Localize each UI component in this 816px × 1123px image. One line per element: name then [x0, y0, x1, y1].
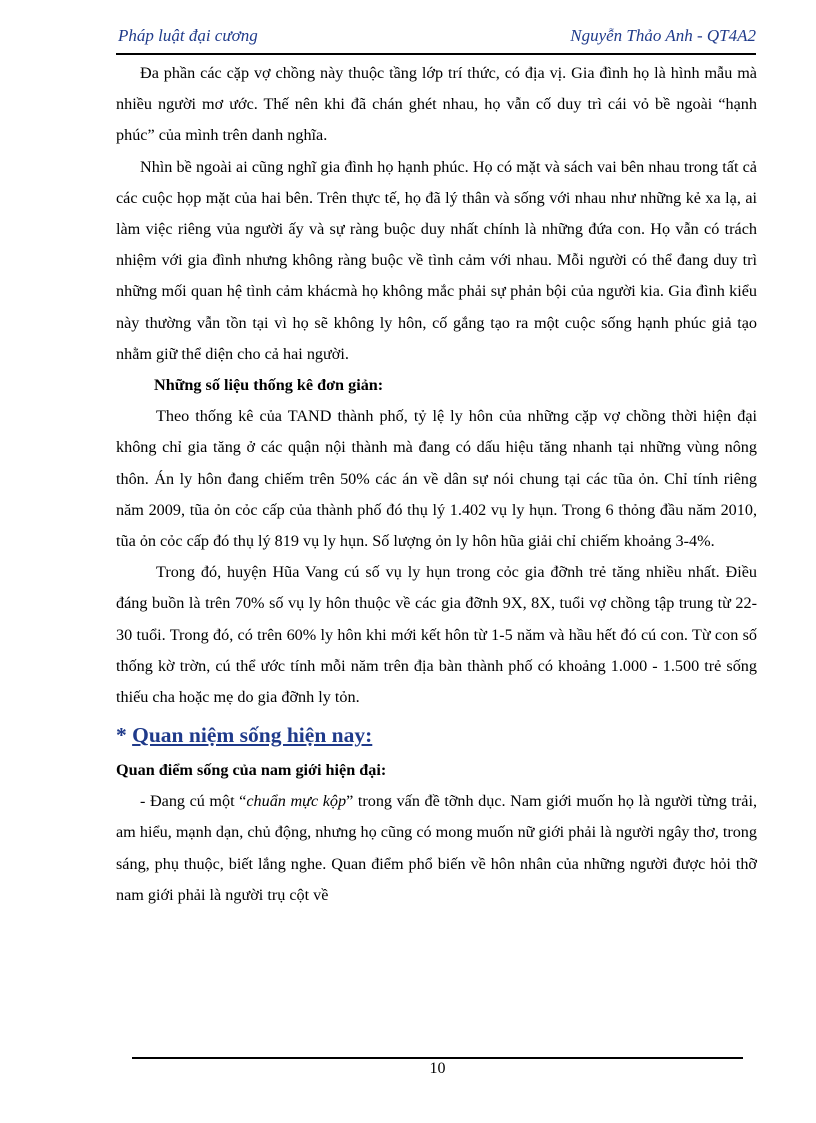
paragraph-5: [116, 786, 757, 911]
paragraph-4: Trong đó, huyện Hũa Vang cú số vụ ly hụn trong cỏc gia đỡnh trẻ tăng nhiều nhất. Điều đáng buồn là trên 70% số vụ ly hôn thuộc về các gia đỡnh 9X, 8X, tuổi vợ chồng tập trung từ 22-30 tuổi. Trong đó, có trên 60% ly hôn khi mới kết hôn từ 1-5 năm và hầu hết đó cú con. Từ con số thống kờ trờn, cú thể ước tính mỗi năm trên địa bàn thành phố có khoảng 1.000 - 1.500 trẻ sống thiếu cha hoặc mẹ do gia đỡnh ly tỏn.: [116, 563, 757, 707]
paragraph-5-start: - Đang cú một “: [140, 792, 247, 811]
section-title: [116, 716, 757, 754]
header-divider: [116, 53, 756, 55]
footer-divider: [132, 1057, 743, 1059]
header-course-title: Pháp luật đại cương: [118, 26, 258, 45]
paragraph-5-end: ” trong vấn đề tỡnh dục. Nam giới muốn họ là người từng trải, am hiểu, mạnh dạn, chủ động, nhưng họ cũng có mong muốn nữ giới phải là người ngây thơ, trong sáng, phụ thuộc, biết lắng nghe. Quan điểm phổ biến về hôn nhân của những người được hỏi thỡ nam giới phải là người trụ cột về: [116, 792, 757, 904]
section-bullet: *: [116, 723, 133, 748]
paragraph-1: Đa phần các cặp vợ chồng này thuộc tầng lớp trí thức, có địa vị. Gia đình họ là hình mẫu mà nhiều người mơ ước. Thế nên khi đã chán ghét nhau, họ vẫn cố duy trì cái vỏ bề ngoài “hạnh phúc” của mình trên danh nghĩa.: [116, 64, 757, 145]
header-author: Nguyễn Thảo Anh - QT4A2: [570, 26, 756, 45]
subheading-statistics: Những số liệu thống kê đơn giản:: [154, 376, 384, 395]
paragraph-2: Nhìn bề ngoài ai cũng nghĩ gia đình họ hạnh phúc. Họ có mặt và sách vai bên nhau trong tất cả các cuộc họp mặt của hai bên. Trên thực tế, họ đã lý thân và sống với nhau như những kẻ xa lạ, ai làm việc riêng vủa người ấy và sự ràng buộc duy nhất chính là những đứa con. Họ vẫn có trách nhiệm với gia đình nhưng không ràng buộc về tình cảm với nhau. Mỗi người có thể đang duy trì những mối quan hệ tình cảm khácmà họ không mắc phải sự phản bội của người kia. Gia đình kiểu này thường vẫn tồn tại vì họ sẽ không ly hôn, cố gắng tạo ra một cuộc sống hạnh phúc giả tạo nhằm giữ thể diện cho cả hai người.: [116, 157, 757, 363]
paragraph-5-italic: chuẩn mực kộp: [246, 792, 347, 811]
subheading-male-views: Quan điểm sống của nam giới hiện đại:: [116, 761, 387, 780]
page-header: [116, 26, 756, 46]
paragraph-3: Theo thống kê của TAND thành phố, tỷ lệ ly hôn của những cặp vợ chồng thời hiện đại không chỉ gia tăng ở các quận nội thành mà đang có dấu hiệu tăng nhanh tại những vùng nông thôn. Án ly hôn đang chiếm trên 50% các án về dân sự nói chung tại các tũa ỏn. Chỉ tính riêng năm 2009, tũa ỏn cỏc cấp của thành phố đó thụ lý 1.402 vụ ly hụn. Trong 6 thỏng đầu năm 2010, tũa ỏn cỏc cấp đó thụ lý 819 vụ ly hụn. Số lượng ỏn ly hôn hũa giải chỉ chiếm khoảng 3-4%.: [116, 407, 757, 551]
document-body: [116, 58, 757, 911]
section-title-text: Quan niệm sống hiện nay:: [132, 723, 373, 748]
page-number: 10: [429, 1060, 446, 1077]
